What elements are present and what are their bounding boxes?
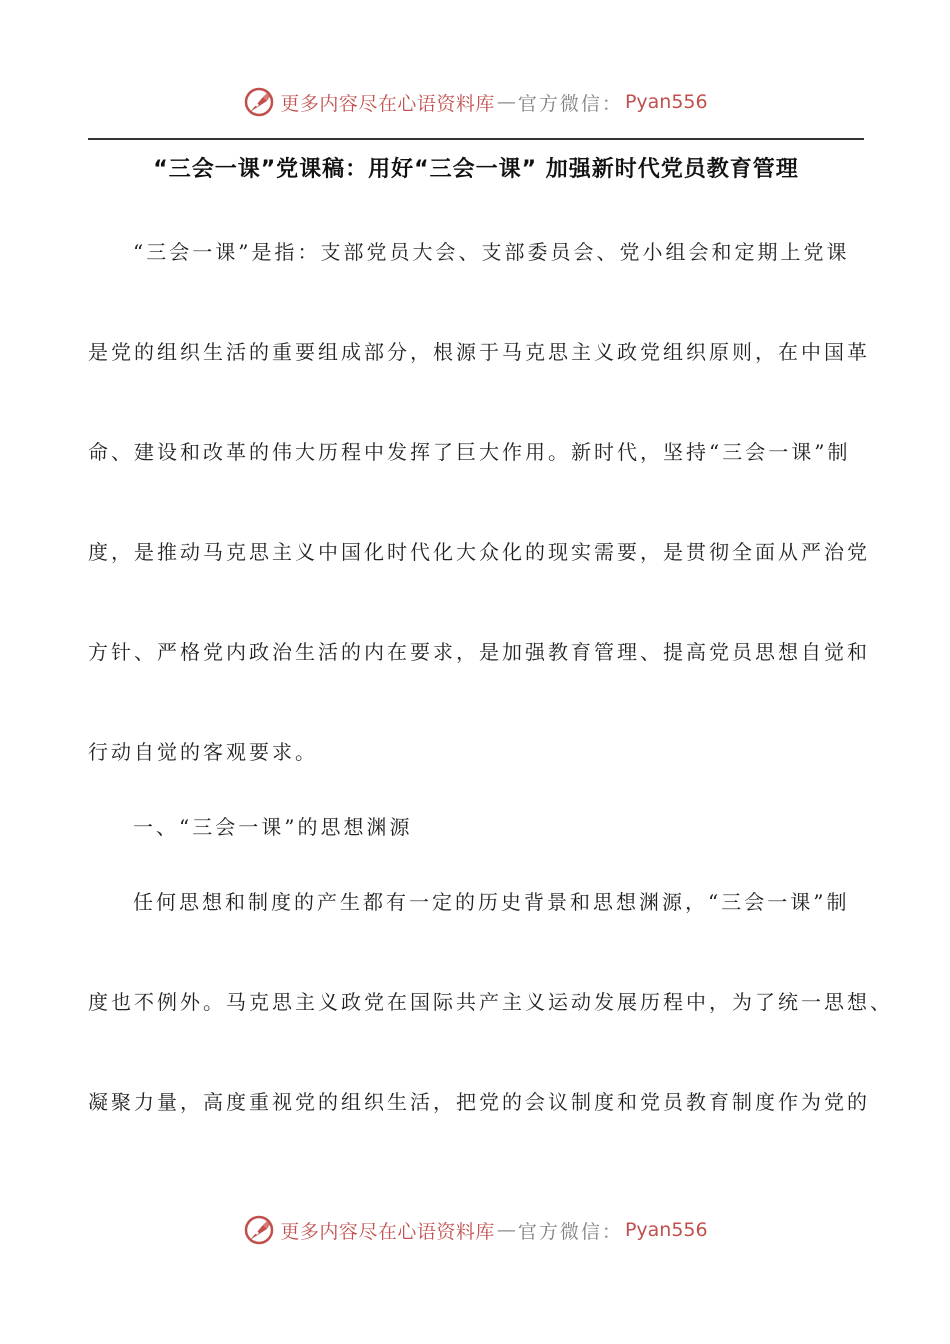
paragraph-line: 度也不例外。马克思主义政党在国际共产主义运动发展历程中，为了统一思想、 <box>88 990 893 1014</box>
banner-official-text: 官方微信： <box>517 1220 623 1243</box>
footer-banner <box>0 1210 950 1250</box>
paragraph-line: 是党的组织生活的重要组成部分，根源于马克思主义政党组织原则，在中国革 <box>88 340 870 364</box>
banner-wechat-id: Pyan556 <box>624 1219 708 1241</box>
section-heading: 一、“三会一课”的思想渊源 <box>133 815 413 839</box>
banner-main-text: 更多内容尽在心语资料库 <box>280 1220 495 1243</box>
banner-dash: — <box>496 91 516 113</box>
paragraph-line: 凝聚力量，高度重视党的组织生活，把党的会议制度和党员教育制度作为党的 <box>88 1090 870 1114</box>
paragraph-line: 任何思想和制度的产生都有一定的历史背景和思想渊源，“三会一课”制 <box>133 890 850 914</box>
paragraph-line: 度，是推动马克思主义中国化时代化大众化的现实需要，是贯彻全面从严治党 <box>88 540 870 564</box>
pen-nib-logo-icon <box>242 1213 276 1247</box>
header-banner <box>0 82 950 122</box>
banner-dash: — <box>496 1219 516 1241</box>
pen-nib-logo-icon <box>242 85 276 119</box>
banner-wechat-id: Pyan556 <box>624 91 708 113</box>
header-divider <box>88 138 864 140</box>
banner-main-text: 更多内容尽在心语资料库 <box>280 92 495 115</box>
paragraph-line: 命、建设和改革的伟大历程中发挥了巨大作用。新时代，坚持“三会一课”制 <box>88 440 851 464</box>
paragraph-line: 方针、严格党内政治生活的内在要求，是加强教育管理、提高党员思想自觉和 <box>88 640 870 664</box>
paragraph-line: “三会一课”是指：支部党员大会、支部委员会、党小组会和定期上党课 <box>133 240 850 264</box>
banner-official-text: 官方微信： <box>517 92 623 115</box>
document-title: “三会一课”党课稿：用好“三会一课” 加强新时代党员教育管理 <box>153 157 799 182</box>
paragraph-line: 行动自觉的客观要求。 <box>88 740 318 764</box>
